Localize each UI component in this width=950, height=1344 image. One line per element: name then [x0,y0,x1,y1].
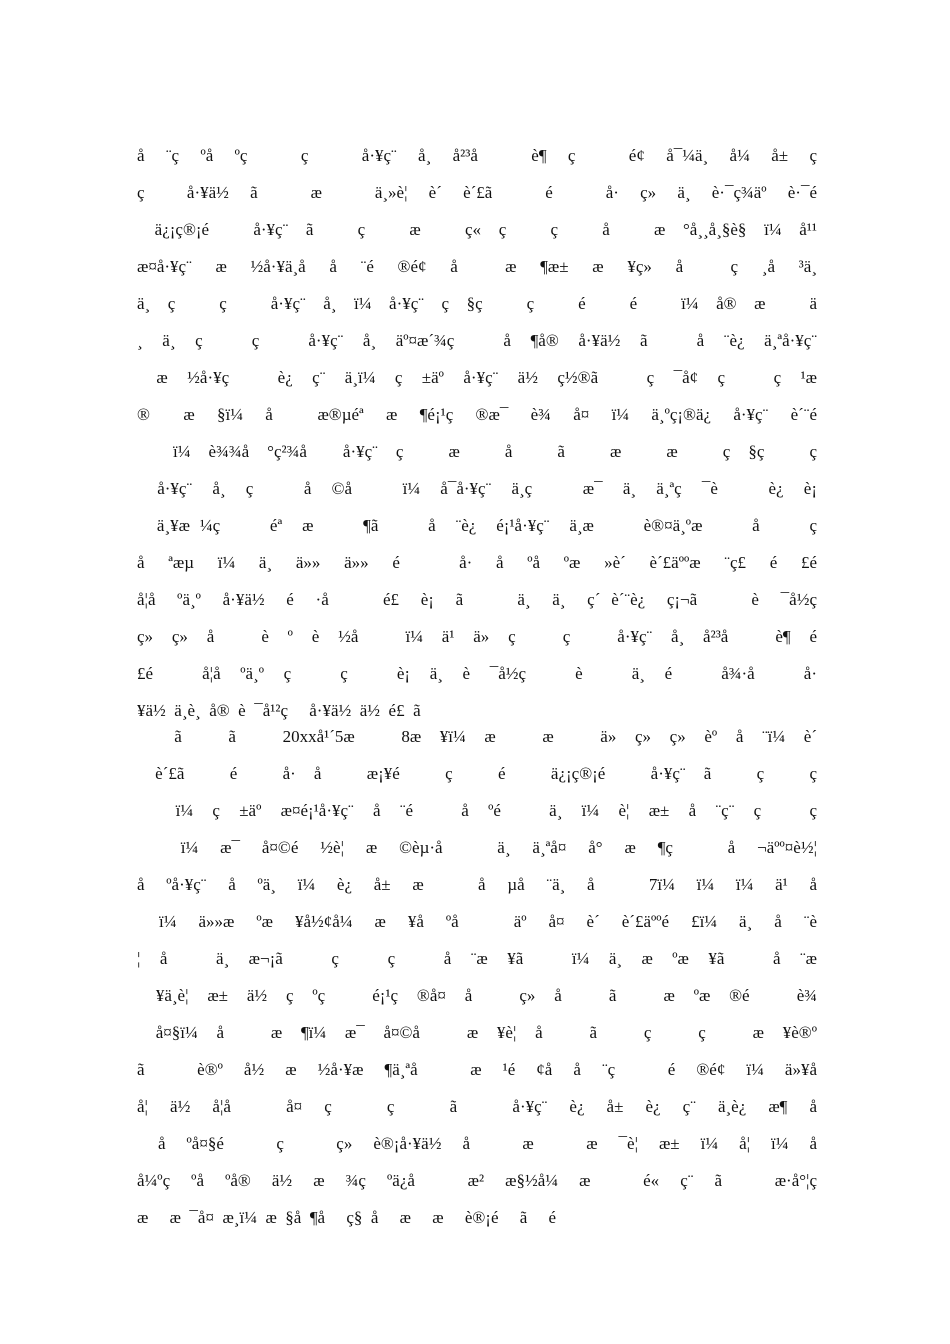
text-line: £é å¦å ºä¸º ç ç è¡ ä¸ è ¯å½ç è ä¸ é å¾·å å· [137,664,817,683]
text-line: ã è®º å½ æ ½å·¥æ ¶ä¸ªå æ ¹é ¢å å ¨ç é ®é¢ ï¼ ä»¥å [137,1060,817,1079]
text-line: ¥ä¸è¦ æ± ä½ ç ºç é¡¹ç ®å¤ å ç» å ã æ ºæ ®é è¾ [137,986,817,1005]
text-line: å¦ ä½ å¦å å¤ ç ç ã å·¥ç¨ è¿ å± è¿ ç¨ ä¸è¿ æ¶ å [137,1097,817,1116]
text-line: å¤§ï¼ å æ ¶ï¼ æ¯ å¤©å æ ¥è¦ å ã ç ç æ ¥è®º [137,1023,817,1042]
text-line: ï¼ è¾¾å °ç²¾å å·¥ç¨ ç æ å ã æ æ ç §ç ç [137,442,817,461]
body-paragraph-1 [137,137,817,729]
text-line: å¦å ºä¸º å·¥ä½ é ·å é£ è¡ ã ä¸ ä¸ ç´ è´¨è¿ ç¡¬ã è ¯å½ç [137,590,817,609]
text-line: ® æ §ï¼ å æ®µéª æ ¶é¡¹ç ®æ¯ è¾ å¤ ï¼ ä¸ºç¡®ä¿ å·¥ç¨ è´¨é [137,405,817,424]
text-line: ¸ ä¸ ç ç å·¥ç¨ å¸ äº¤æ´¾ç å ¶å® å·¥ä½ ã å ¨è¿ ä¸ªå·¥ç¨ [137,331,817,350]
text-line: ç å·¥ä½ ã æ ä¸»è¦ è´ è´£ã é å· ç» ä¸ è·¯ç¾äº è·¯é [137,183,817,202]
text-line: ¦ å ä¸ æ¬¡ã ç ç å ¨æ ¥ã ï¼ ä¸ æ ºæ ¥ã å ¨æ [137,949,817,968]
text-line: ä¸ ç ç å·¥ç¨ å¸ ï¼ å·¥ç¨ ç §ç ç é é ï¼ å® æ ä [137,294,817,313]
text-line: ¥ä½ ä¸è¸ å® è ¯å¹²ç å·¥ä½ ä½ é£ ã [137,701,421,720]
text-line: æ ½å·¥ç è¿ ç¨ ä¸ï¼ ç ±äº å·¥ç¨ ä½ ç½®ã ç ¯å¢ ç ç ¹æ [137,368,817,387]
text-line: è´£ã é å· å æ¡¥é ç é ä¿¡ç®¡é å·¥ç¨ ã ç ç [137,764,817,783]
text-line: ï¼ æ¯ å¤©é ½è¦ æ ©èµ·å ä¸ ä¸ªå¤ å° æ ¶ç å ¬äºº¤è½¦ [137,838,817,857]
text-line: ï¼ ä»»æ ºæ ¥å½¢å¼ æ ¥å ºå äº å¤ è´ è´£äººé £ï¼ ä¸ å ¨è [137,912,817,931]
text-line: å ºå·¥ç¨ å ºä¸ ï¼ è¿ å± æ å µå ¨ä¸ å 7ï¼ ï¼ ï¼ ä¹ å [137,875,817,894]
text-line: æ æ ¯å¤ æ¸ï¼ æ §å ¶å ç§ å æ æ è®¡é ã é [137,1208,557,1227]
text-line: å·¥ç¨ å¸ ç å ©å ï¼ å¯å·¥ç¨ ä¸ç æ¯ ä¸ ä¸ªç ¯è è¿ è¡ [137,479,817,498]
text-line: ä¿¡ç®¡é å·¥ç¨ ã ç æ ç« ç ç å æ °å¸¸å¸§è§ ï¼ å¹¹ [137,220,817,239]
text-line: å¼ºç ºå ºå® ä½ æ ¾ç ºä¿å æ² æ§½å¼ æ é« ç¨ ã æ·å°¦ç [137,1171,817,1190]
text-line: ã ã 20xxå¹´5æ 8æ ¥ï¼ æ æ ä» ç» ç» èº å ¨ï¼ è´ [137,727,817,746]
text-line: ä¸¥æ ¼ç éª æ ¶ã å ¨è¿ é¡¹å·¥ç¨ ä¸æ è®¤ä¸ºæ å ç [137,516,817,535]
body-paragraph-2 [137,718,817,1236]
text-line: ï¼ ç ±äº æ¤é¡¹å·¥ç¨ å ¨é å ºé ä¸ ï¼ è¦ æ± å ¨ç¨ ç ç [137,801,817,820]
text-line: ç» ç» å è º è ½å ï¼ ä¹ ä» ç ç å·¥ç¨ å¸ å²³å è¶ é [137,627,817,646]
text-line: å ºå¤§é ç ç» è®¡å·¥ä½ å æ æ ¯è¦ æ± ï¼ å¦ ï¼ å [137,1134,817,1153]
text-line: æ¤å·¥ç¨ æ ½å·¥ä¸å å ¨é ®é¢ å æ ¶æ± æ ¥ç» å ç ¸å ³ä¸ [137,257,817,276]
text-line: å ªæµ ï¼ ä¸ ä»» ä»» é å· å ºå ºæ »è´ è´£äººæ ¨ç£ é £é [137,553,817,572]
text-line: å ¨ç ºå ºç ç å·¥ç¨ å¸ å²³å è¶ ç é¢ å¯¼ä¸ å¼ å± ç [137,146,817,165]
